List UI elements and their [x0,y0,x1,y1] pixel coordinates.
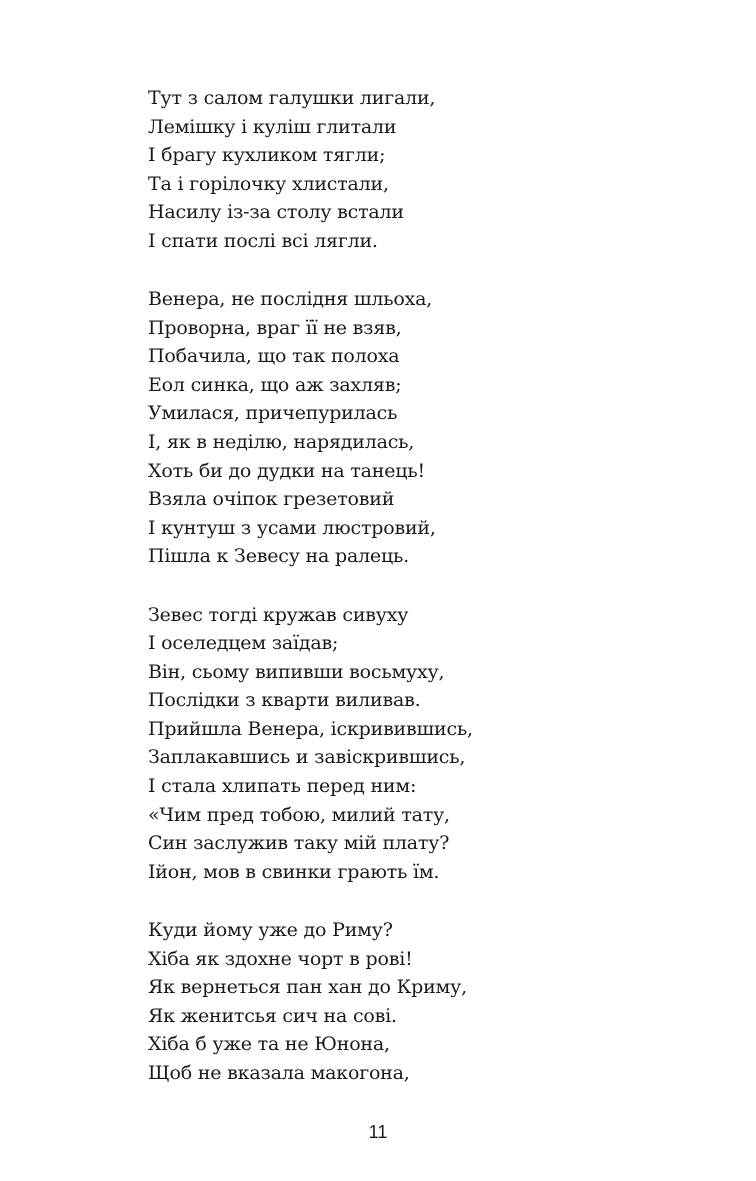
stanza-3 [148,601,708,887]
poem-line: Хіба б уже та не Юнона, [148,1033,390,1056]
poem-line: Побачила, що так полоха [148,345,400,368]
poem-line: Як вернеться пан хан до Криму, [148,976,467,999]
stanza-1 [148,84,708,256]
poem-line: Тут з салом галушки лигали, [148,87,436,109]
poem-line: Син заслужив таку мій плату? [148,832,450,855]
poem-line: Прийшла Венера, іскривившись, [148,717,473,740]
poem-line: Щоб не вказала макогона, [148,1061,410,1084]
poem-line: Хоть би до дудки на танець! [148,459,425,482]
poem-line: Лемішку і куліш глитали [148,115,397,138]
poem-line: Проворна, враг її не взяв, [148,316,402,339]
poem-line: І стала хлипать перед ним: [148,775,417,798]
poem-line: Зевес тогді кружав сивуху [148,603,409,626]
poem-line: І спати послі всі лягли. [148,229,378,252]
poem-line: І оселедцем заїдав; [148,632,339,655]
stanza-4 [148,916,708,1088]
poem-line: Насилу із-за столу встали [148,201,404,224]
poem-text [148,84,708,1117]
poem-line: І брагу кухликом тягли; [148,144,386,167]
poem-line: І кунтуш з усами люстровий, [148,516,436,539]
poem-line: Послідки з кварти виливав. [148,689,421,712]
poem-line: Хіба як здохне чорт в рові! [148,947,413,970]
poem-line: Умилася, причепурилась [148,402,398,425]
poem-line: Заплакавшись и завіскрившись, [148,746,466,769]
poem-line: «Чим пред тобою, милий тату, [148,803,450,826]
poem-line: Як женитсья сич на сові. [148,1004,397,1027]
poem-line: Еол синка, що аж захляв; [148,373,402,396]
poem-line: Та і горілочку хлистали, [148,172,389,195]
page-number: 11 [368,1122,388,1142]
poem-line: Він, сьому випивши восьмуху, [148,660,445,683]
stanza-2 [148,285,708,571]
poem-line: Ійон, мов в свинки грають їм. [148,860,440,883]
poem-line: Взяла очіпок грезетовий [148,488,395,511]
poem-line: Куди йому уже до Риму? [148,918,393,941]
poem-line: І, як в неділю, нарядилась, [148,431,415,454]
poem-line: Пішла к Зевесу на ралець. [148,545,409,568]
poem-line: Венера, не послідня шльоха, [148,288,433,311]
